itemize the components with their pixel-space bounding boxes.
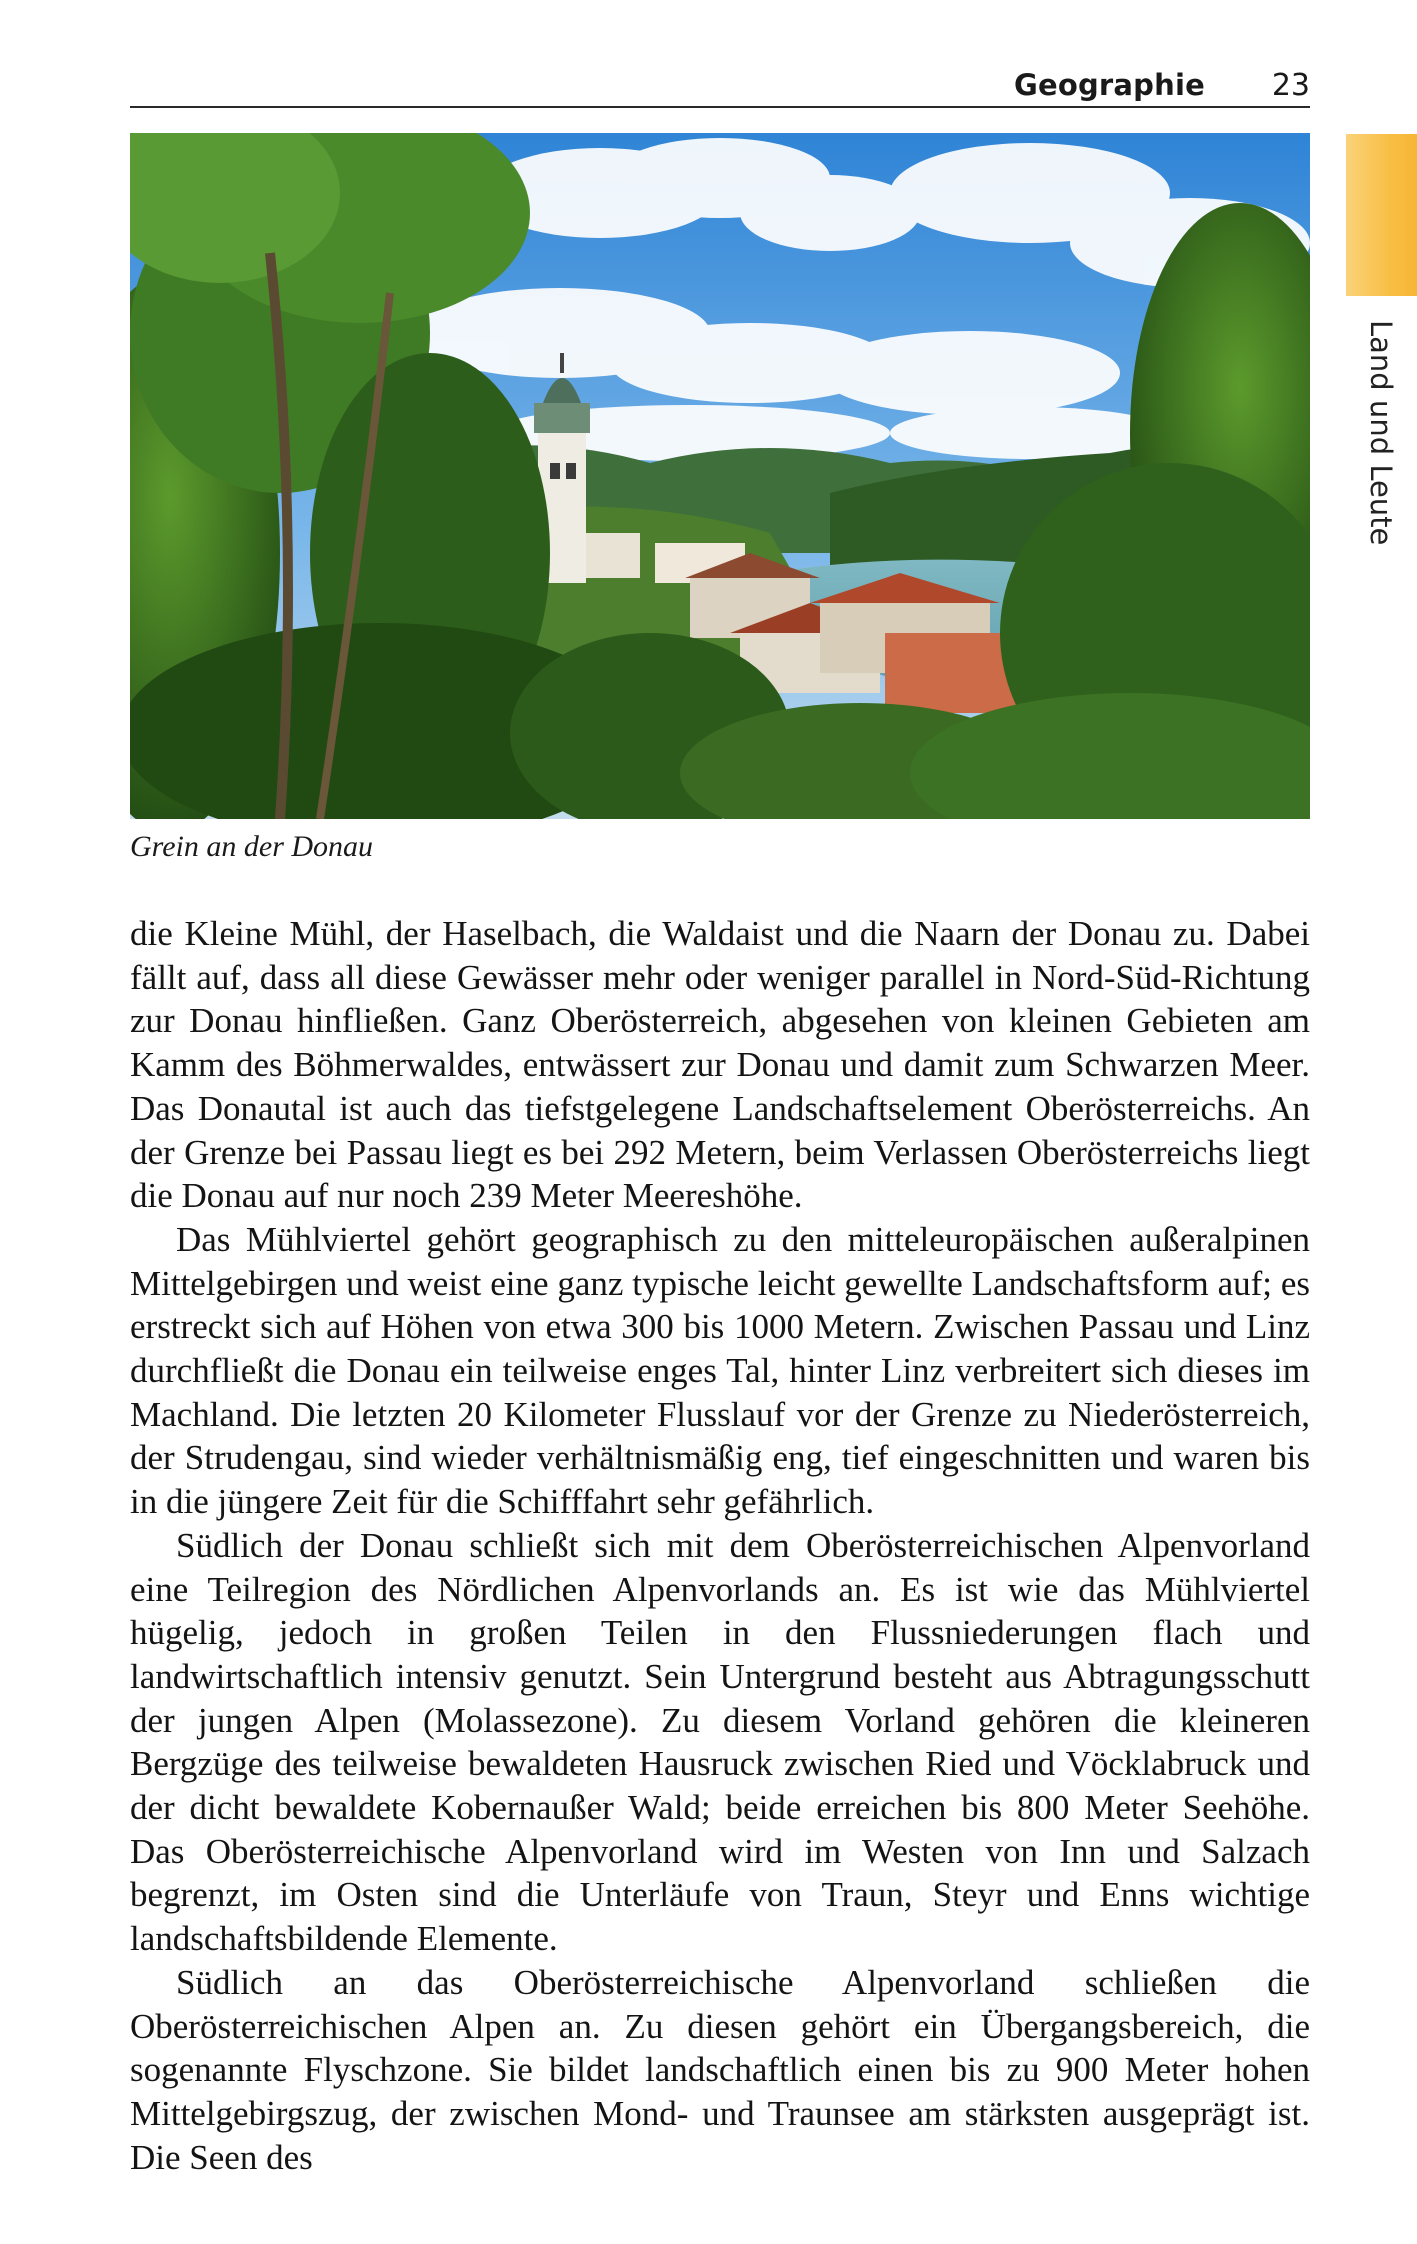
page-header [130,66,1310,108]
paragraph: Das Mühlviertel gehört geographisch zu den mitteleuropäischen außeralpinen Mittelgebirgen und weist eine ganz typische leicht gewellte Landschaftsform auf; es erstreckt sich auf Höhen von etwa 300 bis 1000 Metern. Zwischen Passau und Linz durchfließt die Donau ein teilweise enges Tal, hinter Linz verbreitert sich dieses im Machland. Die letzten 20 Kilometer Flusslauf vor der Grenze zu Niederösterreich, der Strudengau, sind wieder verhältnismäßig eng, tief eingeschnitten und waren bis in die jüngere Zeit für die Schifffahrt sehr gefährlich. [130,1219,1310,1522]
section-title: Geographie [1013,68,1205,102]
page-number: 23 [1271,68,1310,103]
header-rule [130,106,1310,108]
paragraph: die Kleine Mühl, der Haselbach, die Waldaist und die Naarn der Donau zu. Dabei fällt auf, dass all diese Gewässer mehr oder weniger parallel in Nord-Süd-Richtung zur Donau hinfließen. Ganz Oberösterreich, abgesehen von kleinen Gebieten am Kamm des Böhmerwaldes, entwässert zur Donau und damit zum Schwarzen Meer. Das Donautal ist auch das tiefstgelegene Landschaftselement Oberösterreichs. An der Grenze bei Passau liegt es bei 292 Metern, beim Verlassen Oberösterreichs liegt die Donau auf nur noch 239 Meter Meereshöhe. [130,914,1310,1216]
landscape-photo [130,133,1310,819]
chapter-side-label-text: Land und Leute [1364,320,1398,546]
chapter-side-label [1346,320,1417,570]
chapter-thumb-tab [1346,134,1417,296]
paragraph: Südlich an das Oberösterreichische Alpenvorland schließen die Oberösterreichischen Alpen an. Zu diesen gehört ein Übergangsbereich, die sogenannte Flyschzone. Sie bildet landschaftlich einen bis zu 900 Meter hohen Mittelgebirgszug, der zwischen Mond- und Traunsee am stärksten ausgeprägt ist. Die Seen des [130,1962,1310,2177]
paragraph: Südlich der Donau schließt sich mit dem Oberösterreichischen Alpenvorland eine Teilregion des Nördlichen Alpenvorlands an. Es ist wie das Mühlviertel hügelig, jedoch in großen Teilen in den Flussniederungen flach und landwirtschaftlich intensiv genutzt. Sein Untergrund besteht aus Abtragungsschutt der jungen Alpen (Molassezone). Zu diesem Vorland gehören die kleineren Bergzüge des teilweise bewaldeten Hausruck zwischen Ried und Vöcklabruck und der dicht bewaldete Kobernaußer Wald; beide erreichen bis 800 Meter Seehöhe. Das Oberösterreichische Alpenvorland wird im Westen von Inn und Salzach begrenzt, im Osten sind die Unterläufe von Traun, Steyr und Enns wichtige landschaftsbildende Elemente. [130,1525,1310,1959]
body-text [130,912,1310,2179]
photo-caption: Grein an der Donau [130,830,374,863]
